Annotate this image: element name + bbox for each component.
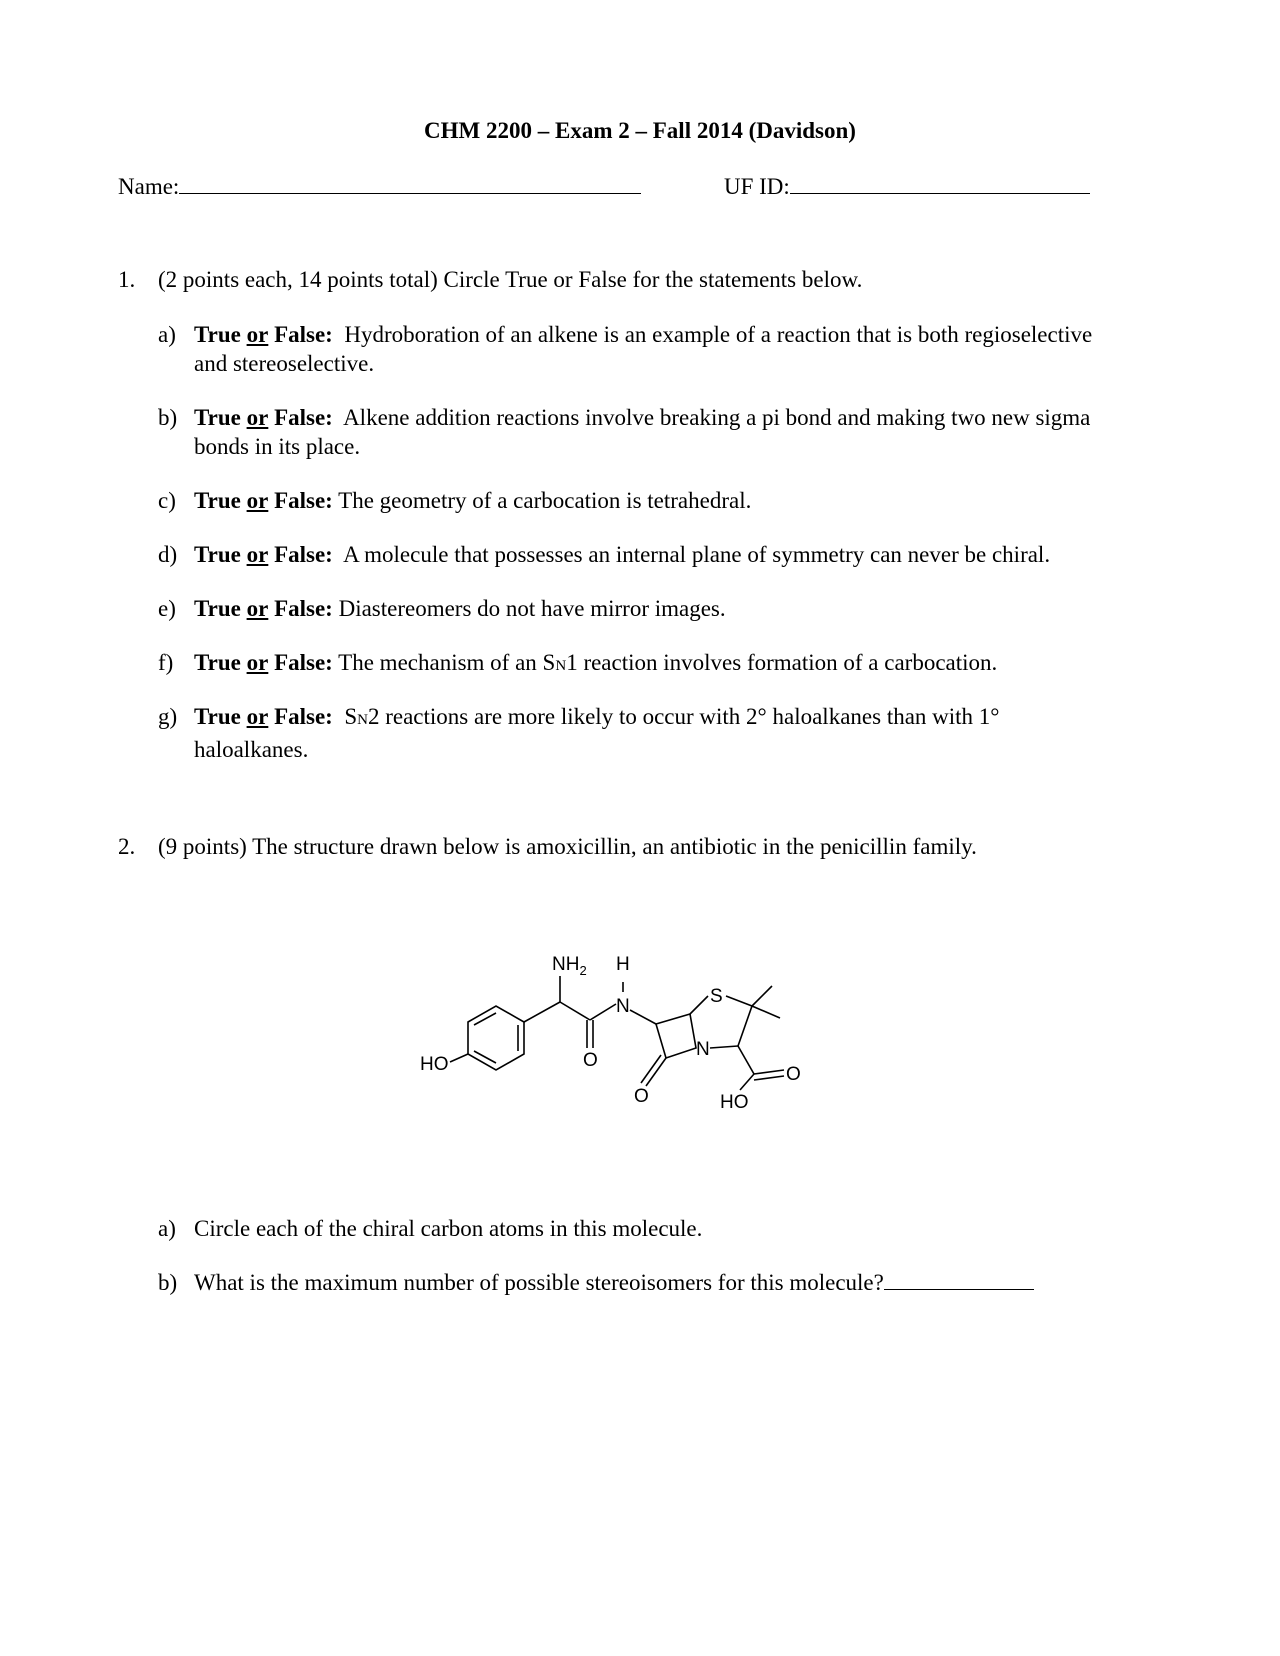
amide-o-label: O (583, 1050, 598, 1071)
true-option[interactable]: True (194, 488, 241, 513)
item-label: f) (158, 650, 174, 675)
phenol-ho-label: HO (420, 1054, 449, 1075)
item-label: g) (158, 704, 178, 729)
item-label: d) (158, 542, 178, 567)
statement-text: A molecule that possesses an internal plane of symmetry can never be chiral. (343, 542, 1051, 567)
statement-text-pre: S (344, 704, 358, 729)
true-option[interactable]: True (194, 650, 241, 675)
or-word: or (246, 542, 269, 567)
item-label: e) (158, 596, 176, 621)
true-option[interactable]: True (194, 405, 241, 430)
false-option[interactable]: False: (274, 542, 333, 567)
lactam-o-label: O (634, 1086, 649, 1107)
item-label: c) (158, 488, 176, 513)
or-word: or (246, 596, 269, 621)
question-prompt: (2 points each, 14 points total) Circle True or False for the statements below. (158, 267, 863, 292)
ring-n-label: N (696, 1039, 710, 1060)
question-number: 1. (118, 267, 136, 292)
name-field[interactable] (118, 174, 641, 200)
amide-n-label: N (616, 996, 630, 1017)
uf-id-blank[interactable] (790, 193, 1090, 194)
or-word: or (246, 650, 269, 675)
or-word: or (246, 488, 269, 513)
true-option[interactable]: True (194, 704, 241, 729)
benzene-ring (468, 1006, 524, 1070)
question-number: 2. (118, 834, 136, 859)
subscript: N (357, 712, 368, 728)
q1-item-g (158, 702, 1118, 762)
uf-id-field[interactable] (724, 174, 1090, 200)
nh2-label: $NH_2$ (552, 954, 587, 978)
statement-text-post: 1 reaction involves formation of a carbocation. (566, 650, 998, 675)
sulfur-label: S (710, 986, 723, 1007)
or-word: or (246, 704, 269, 729)
answer-blank[interactable] (884, 1289, 1034, 1290)
or-word: or (246, 322, 269, 347)
name-blank[interactable] (179, 193, 641, 194)
acid-ho-label: HO (720, 1092, 749, 1110)
false-option[interactable]: False: (274, 704, 333, 729)
false-option[interactable]: False: (274, 488, 333, 513)
item-label: b) (158, 405, 178, 430)
item-label: b) (158, 1270, 178, 1295)
subscript: N (555, 658, 567, 674)
amoxicillin-structure (420, 930, 840, 1110)
or-word: or (246, 405, 269, 430)
acid-o-label: O (786, 1064, 801, 1085)
false-option[interactable]: False: (274, 596, 333, 621)
true-option[interactable]: True (194, 322, 241, 347)
true-option[interactable]: True (194, 542, 241, 567)
statement-text: Diastereomers do not have mirror images. (338, 596, 726, 621)
beta-lactam-ring (656, 1014, 696, 1058)
statement-text: The geometry of a carbocation is tetrahedral. (338, 488, 752, 513)
item-label: a) (158, 1216, 176, 1241)
statement-text-post: 2 reactions are more likely to occur with 2° haloalkanes than with 1° haloalkanes. (194, 704, 1000, 762)
statement-text: Hydroboration of an alkene is an example of a reaction that is both regioselective and stereoselective. (194, 322, 1093, 376)
false-option[interactable]: False: (274, 650, 333, 675)
item-text: Circle each of the chiral carbon atoms in this molecule. (194, 1216, 703, 1241)
q1-item-a (158, 320, 1118, 380)
q1-item-b (158, 403, 1118, 463)
statement-text-pre: The mechanism of an S (338, 650, 556, 675)
false-option[interactable]: False: (274, 322, 333, 347)
false-option[interactable]: False: (274, 405, 333, 430)
question-prompt: (9 points) The structure drawn below is amoxicillin, an antibiotic in the penicillin family. (158, 834, 977, 859)
item-text: What is the maximum number of possible stereoisomers for this molecule? (194, 1270, 884, 1295)
name-label: Name: (118, 174, 180, 199)
h-label: H (616, 954, 630, 975)
uf-id-label: UF ID: (724, 174, 790, 199)
item-label: a) (158, 322, 176, 347)
true-option[interactable]: True (194, 596, 241, 621)
page-title: CHM 2200 – Exam 2 – Fall 2014 (Davidson) (424, 118, 856, 143)
statement-text: Alkene addition reactions involve breaking a pi bond and making two new sigma bonds in its place. (194, 405, 1091, 459)
